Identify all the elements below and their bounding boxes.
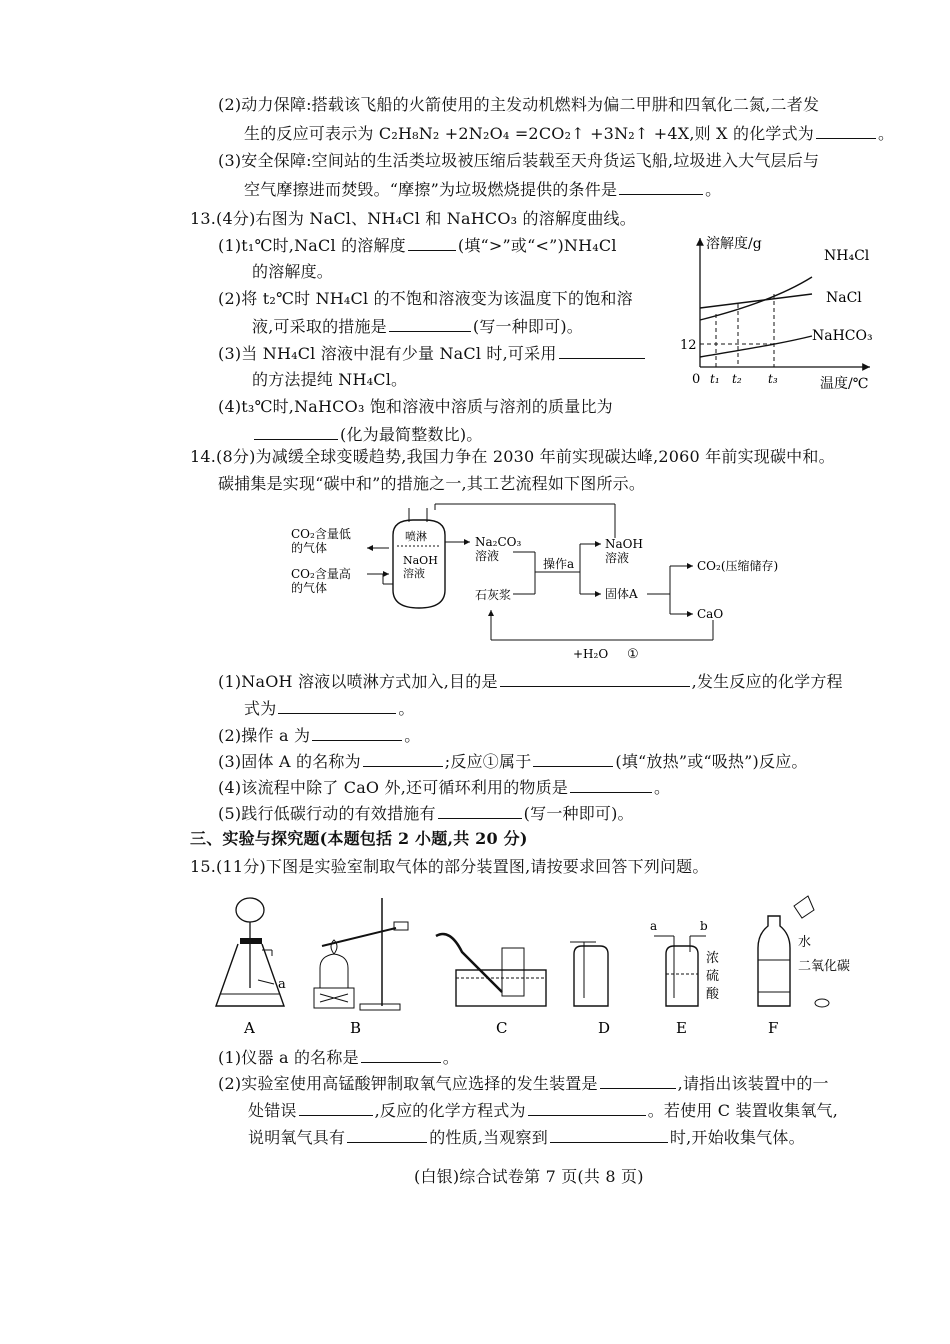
lime-label: 石灰浆 — [475, 588, 512, 602]
curve-nh4cl — [700, 277, 812, 320]
q15-part1: (1)仪器 a 的名称是 。 — [218, 1048, 459, 1067]
answer-blank[interactable] — [299, 1099, 373, 1116]
q13-part3-line2: 的方法提纯 NH₄Cl。 — [252, 370, 408, 389]
label-c: C — [496, 1019, 508, 1037]
answer-blank[interactable] — [312, 724, 402, 741]
naoh-in-label: NaOH — [403, 554, 438, 567]
q13-part1-line1: (1)t₁℃时,NaCl 的溶解度 (填“>”或“<”)NH₄Cl — [218, 236, 617, 255]
answer-blank[interactable] — [408, 234, 456, 251]
co2-label: 二氧化碳 — [798, 959, 850, 974]
curve-nahco3 — [700, 336, 812, 357]
low-co2-label: 的气体 — [291, 541, 328, 555]
q14-part1-line1: (1)NaOH 溶液以喷淋方式加入,目的是 ,发生反应的化学方程 — [218, 672, 843, 691]
label-nacl: NaCl — [826, 290, 862, 306]
answer-blank[interactable] — [389, 315, 471, 332]
high-co2-label: CO₂含量高 — [291, 567, 351, 581]
answer-blank[interactable] — [528, 1099, 646, 1116]
apparatus-a — [216, 898, 284, 1006]
label-b: B — [350, 1019, 362, 1037]
q15-stem: 15.(11分)下图是实验室制取气体的部分装置图,请按要求回答下列问题。 — [190, 857, 709, 876]
q12-part2-line1: (2)动力保障:搭载该飞船的火箭使用的主发动机燃料为偏二甲肼和四氧化二氮,二者发 — [218, 95, 820, 114]
acid-char-2: 硫 — [706, 969, 720, 984]
q12-part2-line2: 生的反应可表示为 C₂H₈N₂ +2N₂O₄ =2CO₂↑ +3N₂↑ +4X,则 X 的化学式为 。 — [244, 124, 895, 143]
answer-blank[interactable] — [619, 178, 703, 195]
q14-stem-line2: 碳捕集是实现“碳中和”的措施之一,其工艺流程如下图所示。 — [218, 474, 646, 493]
q13-part1-line2: 的溶解度。 — [252, 262, 334, 281]
answer-blank[interactable] — [533, 750, 613, 767]
e-port-b: b — [700, 919, 708, 933]
water-label: 水 — [798, 935, 812, 950]
q15-part2-line3: 说明氧气具有 的性质,当观察到 时,开始收集气体。 — [248, 1128, 805, 1147]
x-axis-label: 温度/℃ — [820, 376, 869, 392]
apparatus-c — [436, 934, 546, 1006]
t1-label: t₁ — [710, 372, 720, 386]
t3-label: t₃ — [768, 372, 778, 386]
co2-storage-label: CO₂(压缩储存) — [697, 559, 779, 573]
q13-part4-line1: (4)t₃℃时,NaHCO₃ 饱和溶液中溶质与溶剂的质量比为 — [218, 397, 613, 416]
section-3-heading: 三、实验与探究题(本题包括 2 小题,共 20 分) — [190, 829, 528, 848]
na2co3-label: 溶液 — [475, 549, 500, 563]
spray-label: 喷淋 — [405, 530, 427, 543]
q13-part2-line1: (2)将 t₂℃时 NH₄Cl 的不饱和溶液变为该温度下的饱和溶 — [218, 289, 633, 308]
answer-blank[interactable] — [550, 1126, 668, 1143]
q13-part2-line2: 液,可采取的措施是 (写一种即可)。 — [252, 317, 583, 336]
q12-part3-line2: 空气摩擦进而焚毁。“摩擦”为垃圾燃烧提供的条件是 。 — [244, 180, 722, 199]
q14-part2: (2)操作 a 为 。 — [218, 726, 421, 745]
answer-blank[interactable] — [278, 697, 396, 714]
label-e: E — [676, 1019, 687, 1037]
apparatus-e — [654, 936, 706, 1006]
low-co2-label: CO₂含量低 — [291, 527, 351, 541]
answer-blank[interactable] — [600, 1072, 676, 1089]
label-f: F — [768, 1019, 779, 1037]
q14-part4: (4)该流程中除了 CaO 外,还可循环利用的物质是 。 — [218, 778, 671, 797]
apparatus-f — [758, 896, 829, 1007]
answer-blank[interactable] — [347, 1126, 427, 1143]
naoh-in-label: 溶液 — [403, 567, 425, 580]
page-footer: (白银)综合试卷第 7 页(共 8 页) — [414, 1167, 644, 1186]
answer-blank[interactable] — [363, 750, 443, 767]
naoh-out-label: NaOH — [605, 537, 643, 551]
q13-part4-line2: (化为最简整数比)。 — [252, 423, 483, 446]
acid-char-1: 浓 — [706, 951, 720, 966]
apparatus-d — [570, 942, 608, 1006]
answer-blank[interactable] — [559, 342, 645, 359]
water-label: +H₂O — [573, 647, 609, 661]
answer-blank[interactable] — [570, 776, 652, 793]
q12-part3-line1: (3)安全保障:空间站的生活类垃圾被压缩后装载至天舟货运飞船,垃圾进入大气层后与 — [218, 151, 820, 170]
label-d: D — [598, 1019, 611, 1037]
operation-a-label: 操作a — [543, 557, 575, 571]
label-a: A — [244, 1019, 255, 1037]
q14-part1-line2: 式为 。 — [244, 699, 415, 718]
label-nh4cl: NH₄Cl — [824, 248, 870, 264]
q14-part3: (3)固体 A 的名称为 ;反应①属于 (填“放热”或“吸热”)反应。 — [218, 752, 808, 771]
t2-label: t₂ — [732, 372, 742, 386]
label-nahco3: NaHCO₃ — [812, 328, 873, 344]
curve-nacl — [700, 294, 812, 308]
e-port-a: a — [650, 919, 658, 933]
q15-part2-line2: 处错误 ,反应的化学方程式为 。若使用 C 装置收集氧气, — [248, 1101, 839, 1120]
q14-part5: (5)践行低碳行动的有效措施有 (写一种即可)。 — [218, 804, 634, 823]
apparatus-b — [314, 898, 408, 1010]
naoh-out-label: 溶液 — [605, 551, 630, 565]
solid-a-label: 固体A — [605, 587, 638, 601]
q13-stem: 13.(4分)右图为 NaCl、NH₄Cl 和 NaHCO₃ 的溶解度曲线。 — [190, 209, 636, 228]
na2co3-label: Na₂CO₃ — [475, 535, 522, 549]
high-co2-label: 的气体 — [291, 581, 328, 595]
q14-stem-line1: 14.(8分)为减缓全球变暖趋势,我国力争在 2030 年前实现碳达峰,2060 年前实现碳中和。 — [190, 447, 835, 466]
carbon-capture-flow — [285, 500, 805, 665]
answer-blank[interactable] — [438, 802, 522, 819]
q15-part2-line1: (2)实验室使用高锰酸钾制取氧气应选择的发生装置是 ,请指出该装置中的一 — [218, 1074, 829, 1093]
solubility-graph — [670, 232, 880, 392]
apparatus-figure — [210, 888, 850, 1040]
answer-blank[interactable] — [500, 670, 690, 687]
instrument-a-label: a — [278, 977, 286, 992]
reaction-1-label: ① — [627, 647, 639, 662]
cao-label: CaO — [697, 607, 724, 621]
origin-label: 0 — [692, 372, 701, 387]
q13-part3-line1: (3)当 NH₄Cl 溶液中混有少量 NaCl 时,可采用 — [218, 342, 647, 365]
y-axis-label: 溶解度/g — [706, 236, 762, 252]
answer-blank[interactable] — [254, 423, 338, 440]
answer-blank[interactable] — [361, 1046, 441, 1063]
answer-blank[interactable] — [816, 122, 876, 139]
y-tick-12: 12 — [680, 338, 697, 353]
acid-char-3: 酸 — [706, 987, 720, 1002]
